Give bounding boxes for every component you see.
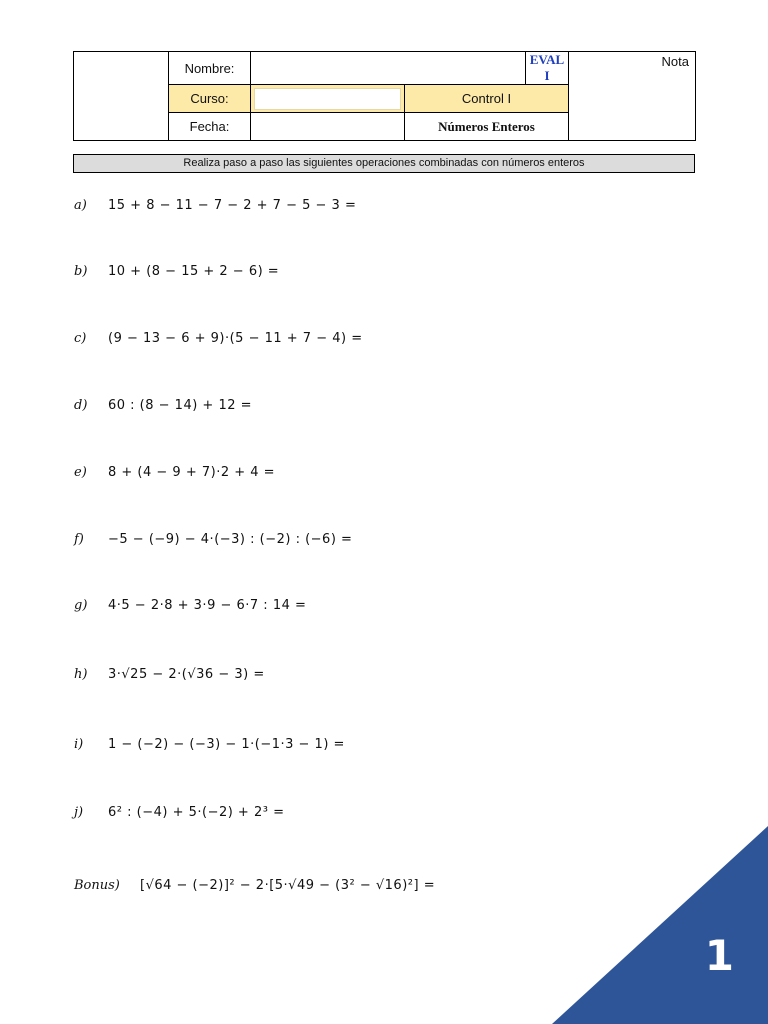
exercise-expression: 8 + (4 − 9 + 7)·2 + 4 = xyxy=(108,464,276,480)
exercise-letter: c) xyxy=(74,330,87,346)
exercise-b xyxy=(74,259,279,283)
exercise-expression: 3·√25 − 2·(√36 − 3) = xyxy=(108,666,265,682)
logo-cell xyxy=(74,52,169,141)
exercise-expression: (9 − 13 − 6 + 9)·(5 − 11 + 7 − 4) = xyxy=(108,330,363,346)
exercise-letter: g) xyxy=(74,597,88,613)
topic-label: Números Enteros xyxy=(405,113,569,141)
exercise-letter: i) xyxy=(74,736,84,752)
exercise-bonus xyxy=(74,873,435,897)
exercise-expression: 60 : (8 − 14) + 12 = xyxy=(108,397,253,413)
exercise-letter: f) xyxy=(74,531,84,547)
nombre-label: Nombre: xyxy=(169,52,251,85)
curso-field[interactable] xyxy=(254,88,401,110)
curso-field-cell xyxy=(251,85,405,113)
exercise-letter: e) xyxy=(74,464,87,480)
curso-label: Curso: xyxy=(169,85,251,113)
exercise-expression: 10 + (8 − 15 + 2 − 6) = xyxy=(108,263,280,279)
exercise-expression: 4·5 − 2·8 + 3·9 − 6·7 : 14 = xyxy=(108,597,307,613)
exercise-expression: 6² : (−4) + 5·(−2) + 2³ = xyxy=(108,804,285,820)
exercise-expression: 15 + 8 − 11 − 7 − 2 + 7 − 5 − 3 = xyxy=(108,197,357,213)
nombre-field[interactable] xyxy=(251,52,526,85)
page-number: 1 xyxy=(704,931,734,980)
eval-label: EVAL I xyxy=(526,52,569,85)
exercise-letter: Bonus) xyxy=(74,877,120,893)
header-table xyxy=(73,51,696,141)
exercise-g xyxy=(74,593,306,617)
exercise-letter: d) xyxy=(74,397,88,413)
exercise-d xyxy=(74,393,252,417)
exercise-i xyxy=(74,732,345,756)
exercise-letter: j) xyxy=(74,804,84,820)
exercise-letter: a) xyxy=(74,197,87,213)
exercise-e xyxy=(74,460,275,484)
exercise-j xyxy=(74,800,284,824)
control-label: Control I xyxy=(405,85,569,113)
exercise-expression: 1 − (−2) − (−3) − 1·(−1·3 − 1) = xyxy=(108,736,345,752)
fecha-field[interactable] xyxy=(251,113,405,141)
exercise-letter: h) xyxy=(74,666,88,682)
nota-label: Nota xyxy=(661,54,689,69)
exercise-letter: b) xyxy=(74,263,88,279)
exercise-h xyxy=(74,662,265,686)
fecha-label: Fecha: xyxy=(169,113,251,141)
exercise-c xyxy=(74,326,363,350)
instruction-banner: Realiza paso a paso las siguientes operaciones combinadas con números enteros xyxy=(73,154,695,173)
exercise-expression: [√64 − (−2)]² − 2·[5·√49 − (3² − √16)²] = xyxy=(140,877,436,893)
nota-cell[interactable] xyxy=(569,52,696,141)
exercise-f xyxy=(74,527,352,551)
exercise-expression: −5 − (−9) − 4·(−3) : (−2) : (−6) = xyxy=(108,531,353,547)
exercise-a xyxy=(74,193,356,217)
corner-triangle xyxy=(552,826,768,1024)
